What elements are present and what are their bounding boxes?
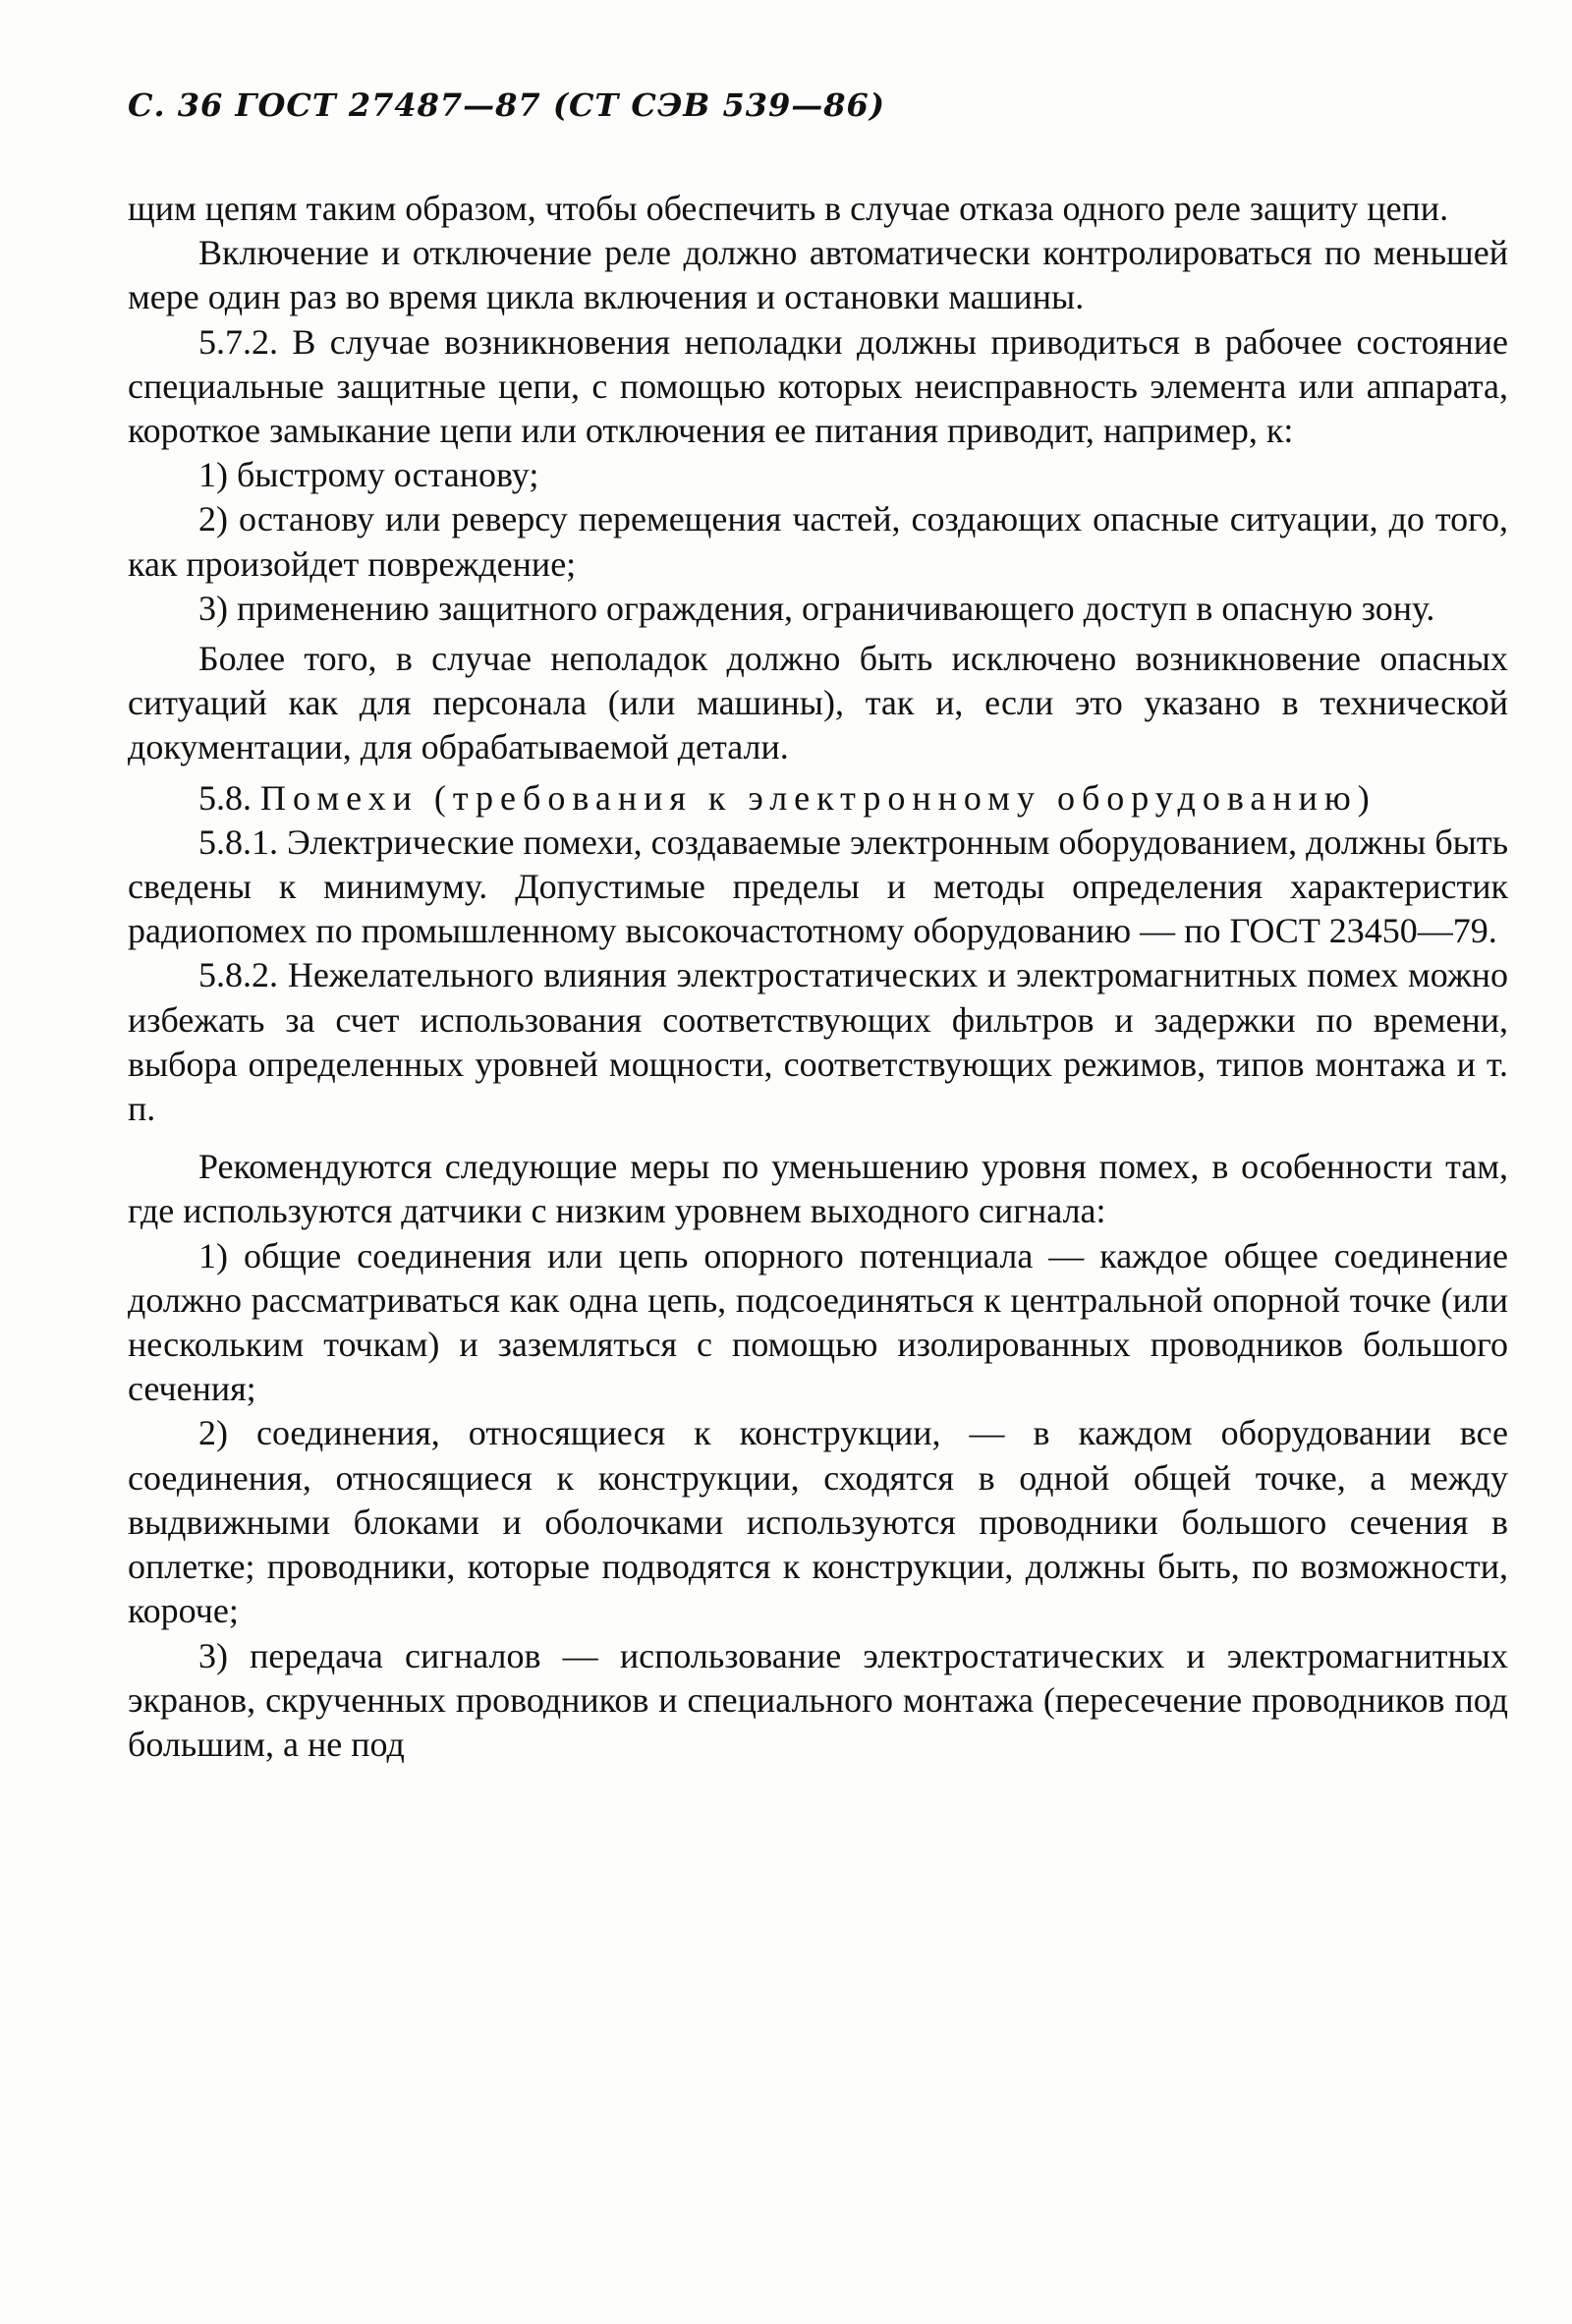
paragraph-continuation: щим цепям таким образом, чтобы обеспечить в случае отказа одного реле защиту цепи. (128, 189, 1449, 228)
section-heading-5-8 (128, 776, 1508, 821)
section-number: 5.8. (198, 777, 252, 818)
paragraph-5-7-2: 5.7.2. В случае возникновения неполадки должны приводиться в рабочее состояние специальные защитные цепи, с помощью которых неисправность элемента или аппарата, короткое замыкание цепи или отключения ее питания приводит, например, к: (128, 321, 1508, 451)
list-item-signal-transmission: 3) передача сигналов — использование электростатических и электромагнитных экранов, скрученных проводников и специального монтажа (пересечение проводников под большим, а не под (128, 1635, 1508, 1764)
list-item-reverse: 2) останову или реверсу перемещения частей, создающих опасные ситуации, до того, как произойдет повреждение; (128, 499, 1508, 584)
running-head: С. 36 ГОСТ 27487—87 (СТ СЭВ 539—86) (128, 86, 885, 124)
paragraph-recommendations: Рекомендуются следующие меры по уменьшению уровня помех, в особенности там, где используются датчики с низким уровнем выходного сигнала: (128, 1147, 1508, 1231)
list-item-common-connections: 1) общие соединения или цепь опорного потенциала — каждое общее соединение должно рассматриваться как одна цепь, подсоединяться к центральной опорной точке (или нескольким точкам) и заземляться с помощью изолированных проводников большого сечения; (128, 1235, 1508, 1409)
section-title: Помехи (требования к электронному оборудованию) (260, 777, 1376, 818)
paragraph-relay-control: Включение и отключение реле должно автоматически контролироваться по меньшей мере один раз во время цикла включения и остановки машины. (128, 233, 1508, 317)
paragraph-moreover: Более того, в случае неполадок должно быть исключено возникновение опасных ситуаций как для персонала (или машины), так и, если это указано в технической документации, для обрабатываемой детали. (128, 639, 1508, 767)
paragraph-5-8-1: 5.8.1. Электрические помехи, создаваемые электронным оборудованием, должны быть сведены к минимуму. Допустимые пределы и методы определения характеристик радиопомех по промышленному высокочастотному оборудованию — по ГОСТ 23450—79. (128, 822, 1508, 951)
list-item-guard: 3) применению защитного ограждения, ограничивающего доступ в опасную зону. (198, 588, 1435, 628)
list-item-structure-connections: 2) соединения, относящиеся к конструкции, — в каждом оборудовании все соединения, относящиеся к конструкции, сходятся в одной общей точке, а между выдвижными блоками и оболочками используются проводники большого сечения в оплетке; проводники, которые подводятся к конструкции, должны быть, по возможности, короче; (128, 1413, 1508, 1631)
paragraph-5-8-2: 5.8.2. Нежелательного влияния электростатических и электромагнитных помех можно избежать за счет использования соответствующих фильтров и задержки по времени, выбора определенных уровней мощности, соответствующих режимов, типов монтажа и т. п. (128, 955, 1508, 1129)
document-body (128, 187, 1508, 1767)
list-item-fast-stop: 1) быстрому останову; (198, 455, 539, 495)
